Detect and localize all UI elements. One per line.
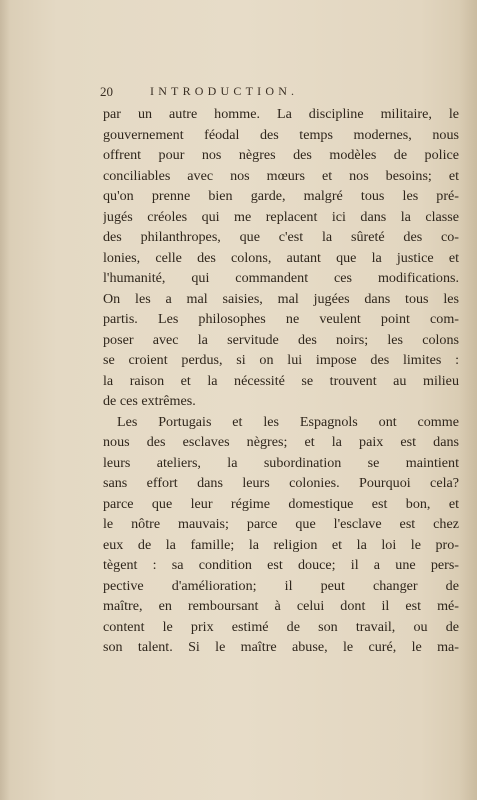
text-line: eux de la famille; la religion et la loi le pro- [103,536,459,553]
text-line: parce que leur régime domestique est bon, et [103,495,459,512]
text-line: par un autre homme. La discipline militaire, le [103,106,459,122]
text-line: pective d'amélioration; il peut changer de [103,577,459,594]
text-line: se croient perdus, si on lui impose des limites : [103,352,459,368]
text-line: jugés créoles qui me replacent ici dans la classe [103,208,459,225]
text-line: content le prix estimé de son travail, ou de [103,618,459,635]
text-line: lonies, celle des colons, autant que la justice et [103,249,459,266]
text-line: des philanthropes, que c'est la sûreté des co- [103,229,459,245]
text-line: le nôtre mauvais; parce que l'esclave est chez [103,516,459,532]
text-line: qu'on prenne bien garde, malgré tous les pré- [103,188,459,204]
text-line: leurs ateliers, la subordination se maintient [103,454,459,471]
body-text [103,104,459,658]
text-line: partis. Les philosophes ne veulent point com- [103,311,459,327]
text-line: On les a mal saisies, mal jugées dans tous les [103,290,459,307]
text-line: tègent : sa condition est douce; il a une pers- [103,557,459,573]
text-line: nous des esclaves nègres; et la paix est dans [103,434,459,450]
edge-shadow [459,0,477,800]
text-line: son talent. Si le maître abuse, le curé, le ma- [103,639,459,655]
running-head: INTRODUCTION. [150,84,299,98]
gutter-shadow [0,0,10,800]
text-line: conciliables avec nos mœurs et nos besoins; et [103,167,459,184]
page-header [100,84,376,100]
text-line: l'humanité, qui commandent ces modifications. [103,270,459,286]
page-number: 20 [100,84,113,99]
text-line: gouvernement féodal des temps modernes, nous [103,126,459,143]
text-line: Les Portugais et les Espagnols ont comme [117,413,459,430]
text-line: la raison et la nécessité se trouvent au milieu [103,372,459,389]
text-line: de ces extrêmes. [103,393,196,409]
text-line: offrent pour nos nègres des modèles de police [103,147,459,163]
text-line: poser avec la servitude des noirs; les colons [103,331,459,348]
text-line: maître, en remboursant à celui dont il est mé- [103,598,459,614]
text-line: sans effort dans leurs colonies. Pourquoi cela? [103,475,459,491]
